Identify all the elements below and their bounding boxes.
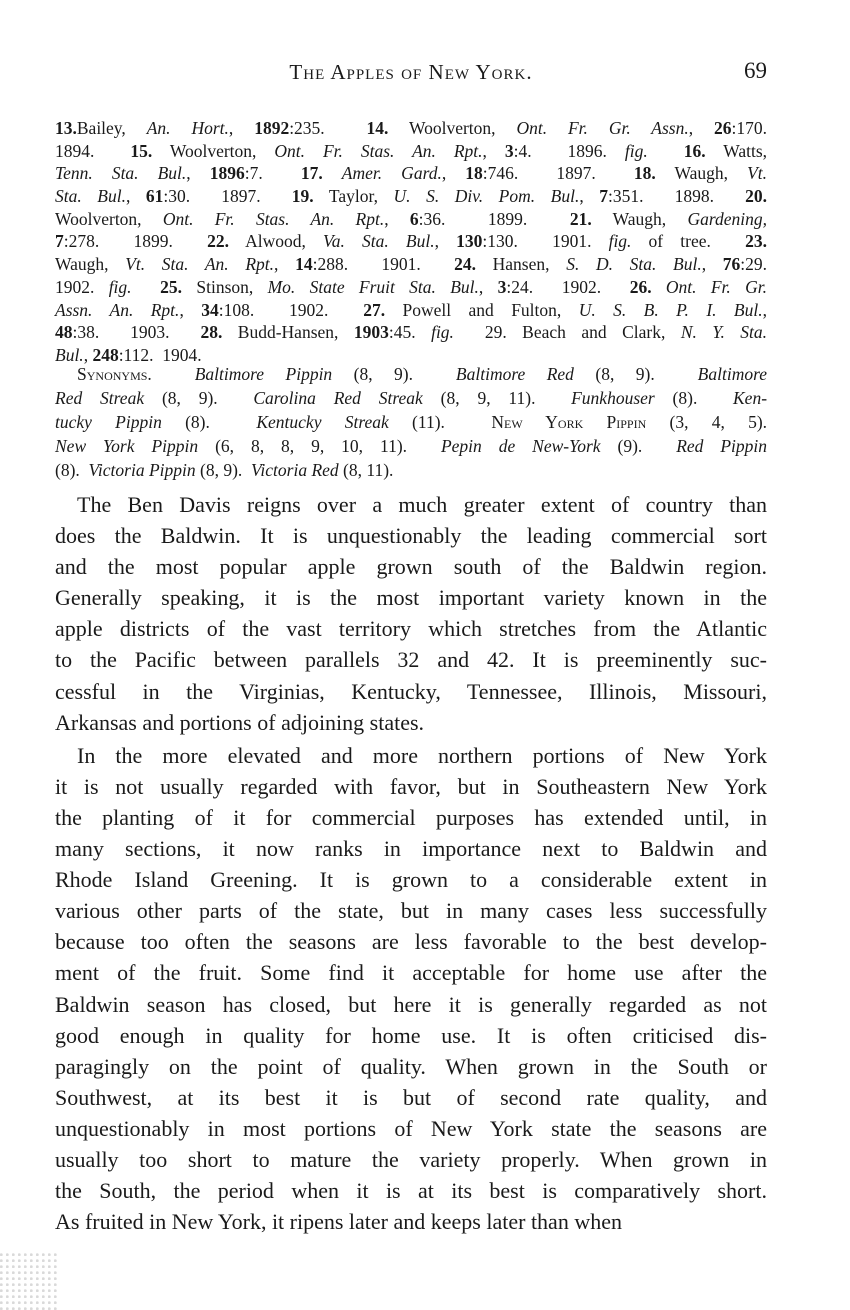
text-run [152, 364, 195, 384]
italic-text: Tenn. Sta. Bul. [55, 163, 187, 184]
italic-text: fig. [624, 140, 648, 161]
italic-text: U. S. Div. Pom. Bul. [393, 186, 580, 207]
paragraph-line: The Ben Davis reigns over a much greater extent of country than [77, 492, 767, 517]
italic-text: Ont. Fr. Stas. An. Rpt. [274, 140, 483, 161]
body-text [55, 489, 767, 1237]
reference-line [55, 162, 767, 185]
bold-text: 24. [454, 254, 476, 275]
text-run: (3, 4, 5). [646, 412, 768, 432]
reference-line [55, 321, 767, 344]
text-run: , [228, 118, 255, 138]
text-run: :45. [388, 322, 432, 343]
paragraph-line: because too often the seasons are less favorable to the best develop- [55, 929, 767, 955]
italic-text: An. Hort. [146, 118, 229, 138]
synonyms-line [55, 434, 767, 458]
italic-text: Victoria Pippin [88, 460, 196, 480]
text-run: , [478, 276, 498, 297]
italic-text: fig. [108, 276, 132, 297]
text-run: , [688, 118, 715, 138]
bold-text: 3 [504, 140, 514, 161]
text-run [152, 141, 170, 161]
bold-text: 15. [130, 140, 153, 161]
italic-text: Va. Sta. Bul. [323, 231, 435, 252]
text-run: Alwood, [245, 231, 324, 252]
text-run: Bailey, [76, 118, 147, 138]
italic-text: Red Streak [55, 388, 145, 408]
text-run: , [83, 344, 93, 365]
italic-text: Assn. An. Rpt. [55, 299, 180, 320]
text-run [314, 186, 329, 206]
paragraph-line: Baldwin season has closed, but here it is generally regarded as not [55, 991, 767, 1017]
text-run: :24. 1902. [506, 276, 630, 297]
bold-text: 6 [409, 208, 419, 229]
bold-text: 27. [363, 299, 386, 320]
synonyms-line [55, 458, 767, 482]
running-title: The Apples of New York. [289, 60, 533, 84]
text-run: :36. 1899. [418, 208, 570, 229]
text-run: Budd-Hansen, [237, 322, 354, 343]
bold-text: 48 [55, 322, 73, 343]
reference-line [55, 185, 767, 208]
text-run: (8, 9, 11). [422, 388, 572, 408]
italic-text: Sta. Bul. [55, 186, 126, 207]
bold-text: 14 [295, 254, 313, 275]
text-run: :30. 1897. [163, 186, 292, 207]
reference-line [55, 140, 767, 163]
text-run: Hansen, [492, 254, 567, 275]
text-run: (8). [161, 412, 257, 432]
paragraph [55, 489, 767, 738]
text-run [656, 163, 675, 183]
text-run: (11). [388, 412, 492, 432]
italic-text: fig. [608, 231, 632, 252]
paragraph-line: various other parts of the state, but in many cases less successfully [55, 898, 767, 924]
text-run: 1894. [55, 140, 131, 161]
text-run: :112. 1904. [118, 344, 202, 365]
paragraph-line: apple districts of the vast territory which stretches from the Atlantic [55, 616, 767, 642]
text-run: Waugh, [674, 163, 748, 184]
bold-text: 1903 [353, 322, 389, 343]
text-run: (8, 9). [195, 460, 252, 480]
text-run: Woolverton, [169, 140, 275, 161]
italic-text: Carolina Red Streak [253, 388, 423, 408]
text-run: , [125, 186, 146, 207]
italic-text: Vt. [747, 163, 768, 184]
paragraph-line: ment of the fruit. Some find it acceptable for home use after the [55, 960, 767, 986]
reference-line [55, 253, 767, 276]
small-caps-text: Synonyms. [77, 364, 152, 384]
synonyms-line [55, 410, 767, 434]
italic-text: N. Y. Sta. [680, 322, 768, 343]
paragraph-line: the South, the period when it is at its best is comparatively short. [55, 1178, 767, 1204]
text-run: :278. 1899. [63, 231, 208, 252]
text-run: (8, 11). [338, 460, 394, 480]
text-run: :170. [731, 118, 768, 138]
reference-line [55, 208, 767, 231]
paragraph-line: usually too short to mature the variety properly. When grown in [55, 1146, 767, 1172]
reference-line [55, 230, 767, 253]
paragraph-line: unquestionably in most portions of New York state the seasons are [55, 1115, 767, 1141]
text-run [182, 277, 196, 297]
synonyms-line [55, 362, 767, 386]
text-run: , [274, 254, 296, 275]
paragraph [55, 740, 767, 1238]
paragraph-line: and the most popular apple grown south of the Baldwin region. [55, 554, 767, 580]
text-run: :130. 1901. [482, 231, 609, 252]
italic-text: Baltimore Red [455, 364, 574, 384]
paragraph-line: many sections, it now ranks in importance next to Baldwin and [55, 836, 767, 862]
paragraph-line: Rhode Island Greening. It is grown to a considerable extent in [55, 867, 767, 893]
text-run: , [179, 299, 202, 320]
bold-text: 22. [207, 231, 229, 252]
italic-text: Ont. Fr. Stas. An. Rpt. [162, 208, 385, 229]
text-run: (8, 9). [573, 364, 698, 384]
text-run: Watts, [723, 140, 768, 161]
paragraph-line: to the Pacific between parallels 32 and 42. It is preeminently suc- [55, 647, 767, 673]
synonyms-block [55, 362, 767, 482]
paragraph-line: paragingly on the point of quality. When grown in the South or [55, 1053, 767, 1079]
text-run: Waugh, [55, 254, 126, 275]
reference-line [55, 117, 767, 140]
text-run: (8, 9). [332, 364, 456, 384]
italic-text: Mo. State Fruit Sta. Bul. [267, 276, 479, 297]
bold-text: 76 [722, 254, 741, 275]
bold-text: 130 [456, 231, 483, 252]
paragraph-line: Southwest, at its best it is but of second rate quality, and [55, 1084, 767, 1110]
text-run [652, 277, 666, 297]
page-number: 69 [744, 58, 767, 83]
bold-text: 16. [683, 140, 706, 161]
text-run: (6, 8, 8, 9, 10, 11). [198, 436, 441, 456]
bold-text: 1896 [209, 163, 245, 184]
text-run: :38. 1903. [72, 322, 201, 343]
text-run: of tree. [631, 231, 746, 252]
text-run: (8). [654, 388, 733, 408]
bold-text: 248 [92, 344, 119, 365]
italic-text: tucky Pippin [55, 412, 162, 432]
text-run: Woolverton, [55, 208, 163, 229]
text-run: , [434, 231, 457, 252]
paragraph-line: As fruited in New York, it ripens later and keeps later than when [55, 1209, 622, 1235]
italic-text: Victoria Red [251, 460, 339, 480]
bold-text: 7 [599, 186, 609, 207]
paragraph-line: does the Baldwin. It is unquestionably the leading commercial sort [55, 523, 767, 549]
paragraph-line: In the more elevated and more northern portions of New York [77, 742, 767, 768]
italic-text: Bul. [55, 344, 84, 365]
paragraph-line: good enough in quality for home use. It is often criticised dis- [55, 1022, 767, 1048]
text-run: :235. [289, 118, 367, 138]
bold-text: 26 [714, 118, 732, 138]
bold-text: 18 [465, 163, 483, 184]
text-run: :288. 1901. [312, 254, 455, 275]
text-run: Stinson, [196, 276, 268, 297]
italic-text: Vt. Sta. An. Rpt. [125, 254, 275, 275]
italic-text: New York Pippin [55, 436, 199, 456]
bold-text: 34 [201, 299, 219, 320]
text-run: 1902. [55, 276, 109, 297]
bold-text: 26. [629, 276, 652, 297]
text-run: Woolverton, [408, 118, 517, 138]
bold-text: 1892 [254, 118, 290, 138]
italic-text: fig. [431, 322, 454, 343]
text-run [706, 141, 724, 161]
bold-text: 3 [497, 276, 507, 297]
text-run: (8). [55, 460, 89, 480]
synonyms-line [55, 386, 767, 410]
text-run: 29. Beach and Clark, [453, 322, 681, 343]
text-run: Waugh, [612, 208, 688, 229]
paragraph-line: Generally speaking, it is the most important variety known in the [55, 585, 767, 611]
scan-speckle [0, 1250, 60, 1310]
text-run [648, 141, 684, 161]
references-block [55, 117, 767, 367]
reference-line [55, 299, 767, 322]
text-run: :746. 1897. [482, 163, 634, 184]
page-header [55, 60, 767, 90]
text-run: , [579, 186, 600, 207]
italic-text: Red Pippin [676, 436, 768, 456]
italic-text: Ont. Fr. Gr. Assn. [516, 118, 689, 138]
text-run: :108. 1902. [218, 299, 364, 320]
italic-text: Baltimore [697, 364, 768, 384]
text-run: , [384, 208, 410, 229]
text-run: , [186, 163, 210, 184]
bold-text: 28. [200, 322, 223, 343]
paragraph-line: cessful in the Virginias, Kentucky, Tennessee, Illinois, Missouri, [55, 678, 767, 704]
paragraph-line: the planting of it for commercial purposes has extended until, in [55, 804, 767, 830]
bold-text: 61 [145, 186, 164, 207]
text-run [388, 118, 409, 138]
italic-text: Baltimore Pippin [194, 364, 333, 384]
italic-text: S. D. Sta. Bul. [566, 254, 702, 275]
text-run: , [701, 254, 723, 275]
reference-line [55, 276, 767, 299]
bold-text: 19. [291, 186, 314, 207]
text-run: (9). [600, 436, 677, 456]
bold-text: 14. [366, 118, 389, 138]
text-run [323, 163, 342, 183]
paragraph-line: Arkansas and portions of adjoining states. [55, 709, 425, 735]
italic-text: Amer. Gard. [341, 163, 442, 184]
bold-text: 23. [745, 231, 767, 252]
italic-text: Kentucky Streak [256, 412, 389, 432]
text-run: Powell and Fulton, [402, 299, 579, 320]
text-run [222, 322, 237, 342]
text-run: :4. 1896. [513, 140, 625, 161]
text-run [476, 254, 493, 274]
text-run [229, 231, 245, 251]
text-run: , [441, 163, 466, 184]
text-run: :351. 1898. [608, 186, 746, 207]
bold-text: 20. [745, 186, 767, 207]
text-run: , [482, 140, 505, 161]
italic-text: U. S. B. P. I. Bul. [578, 299, 763, 320]
bold-text: 25. [160, 276, 183, 297]
text-run [592, 209, 613, 229]
italic-text: Gardening, [687, 208, 768, 229]
bold-text: 18. [633, 163, 656, 184]
text-run: :7. [244, 163, 301, 184]
text-run [385, 300, 402, 320]
bold-text: 13. [55, 118, 77, 138]
italic-text: Pepin de New-York [440, 436, 601, 456]
italic-text: Ont. Fr. Gr. [665, 276, 767, 297]
small-caps-text: New York Pippin [491, 412, 647, 432]
paragraph-line: it is not usually regarded with favor, but in Southeastern New York [55, 773, 767, 799]
text-run: , [762, 299, 767, 320]
text-run: (8, 9). [144, 388, 254, 408]
italic-text: Funkhouser [571, 388, 655, 408]
bold-text: 7 [55, 231, 64, 252]
bold-text: 21. [569, 208, 592, 229]
italic-text: Ken- [733, 388, 768, 408]
text-run: Taylor, [328, 186, 394, 207]
text-run [132, 277, 161, 297]
bold-text: 17. [300, 163, 323, 184]
text-run: :29. [740, 254, 768, 275]
